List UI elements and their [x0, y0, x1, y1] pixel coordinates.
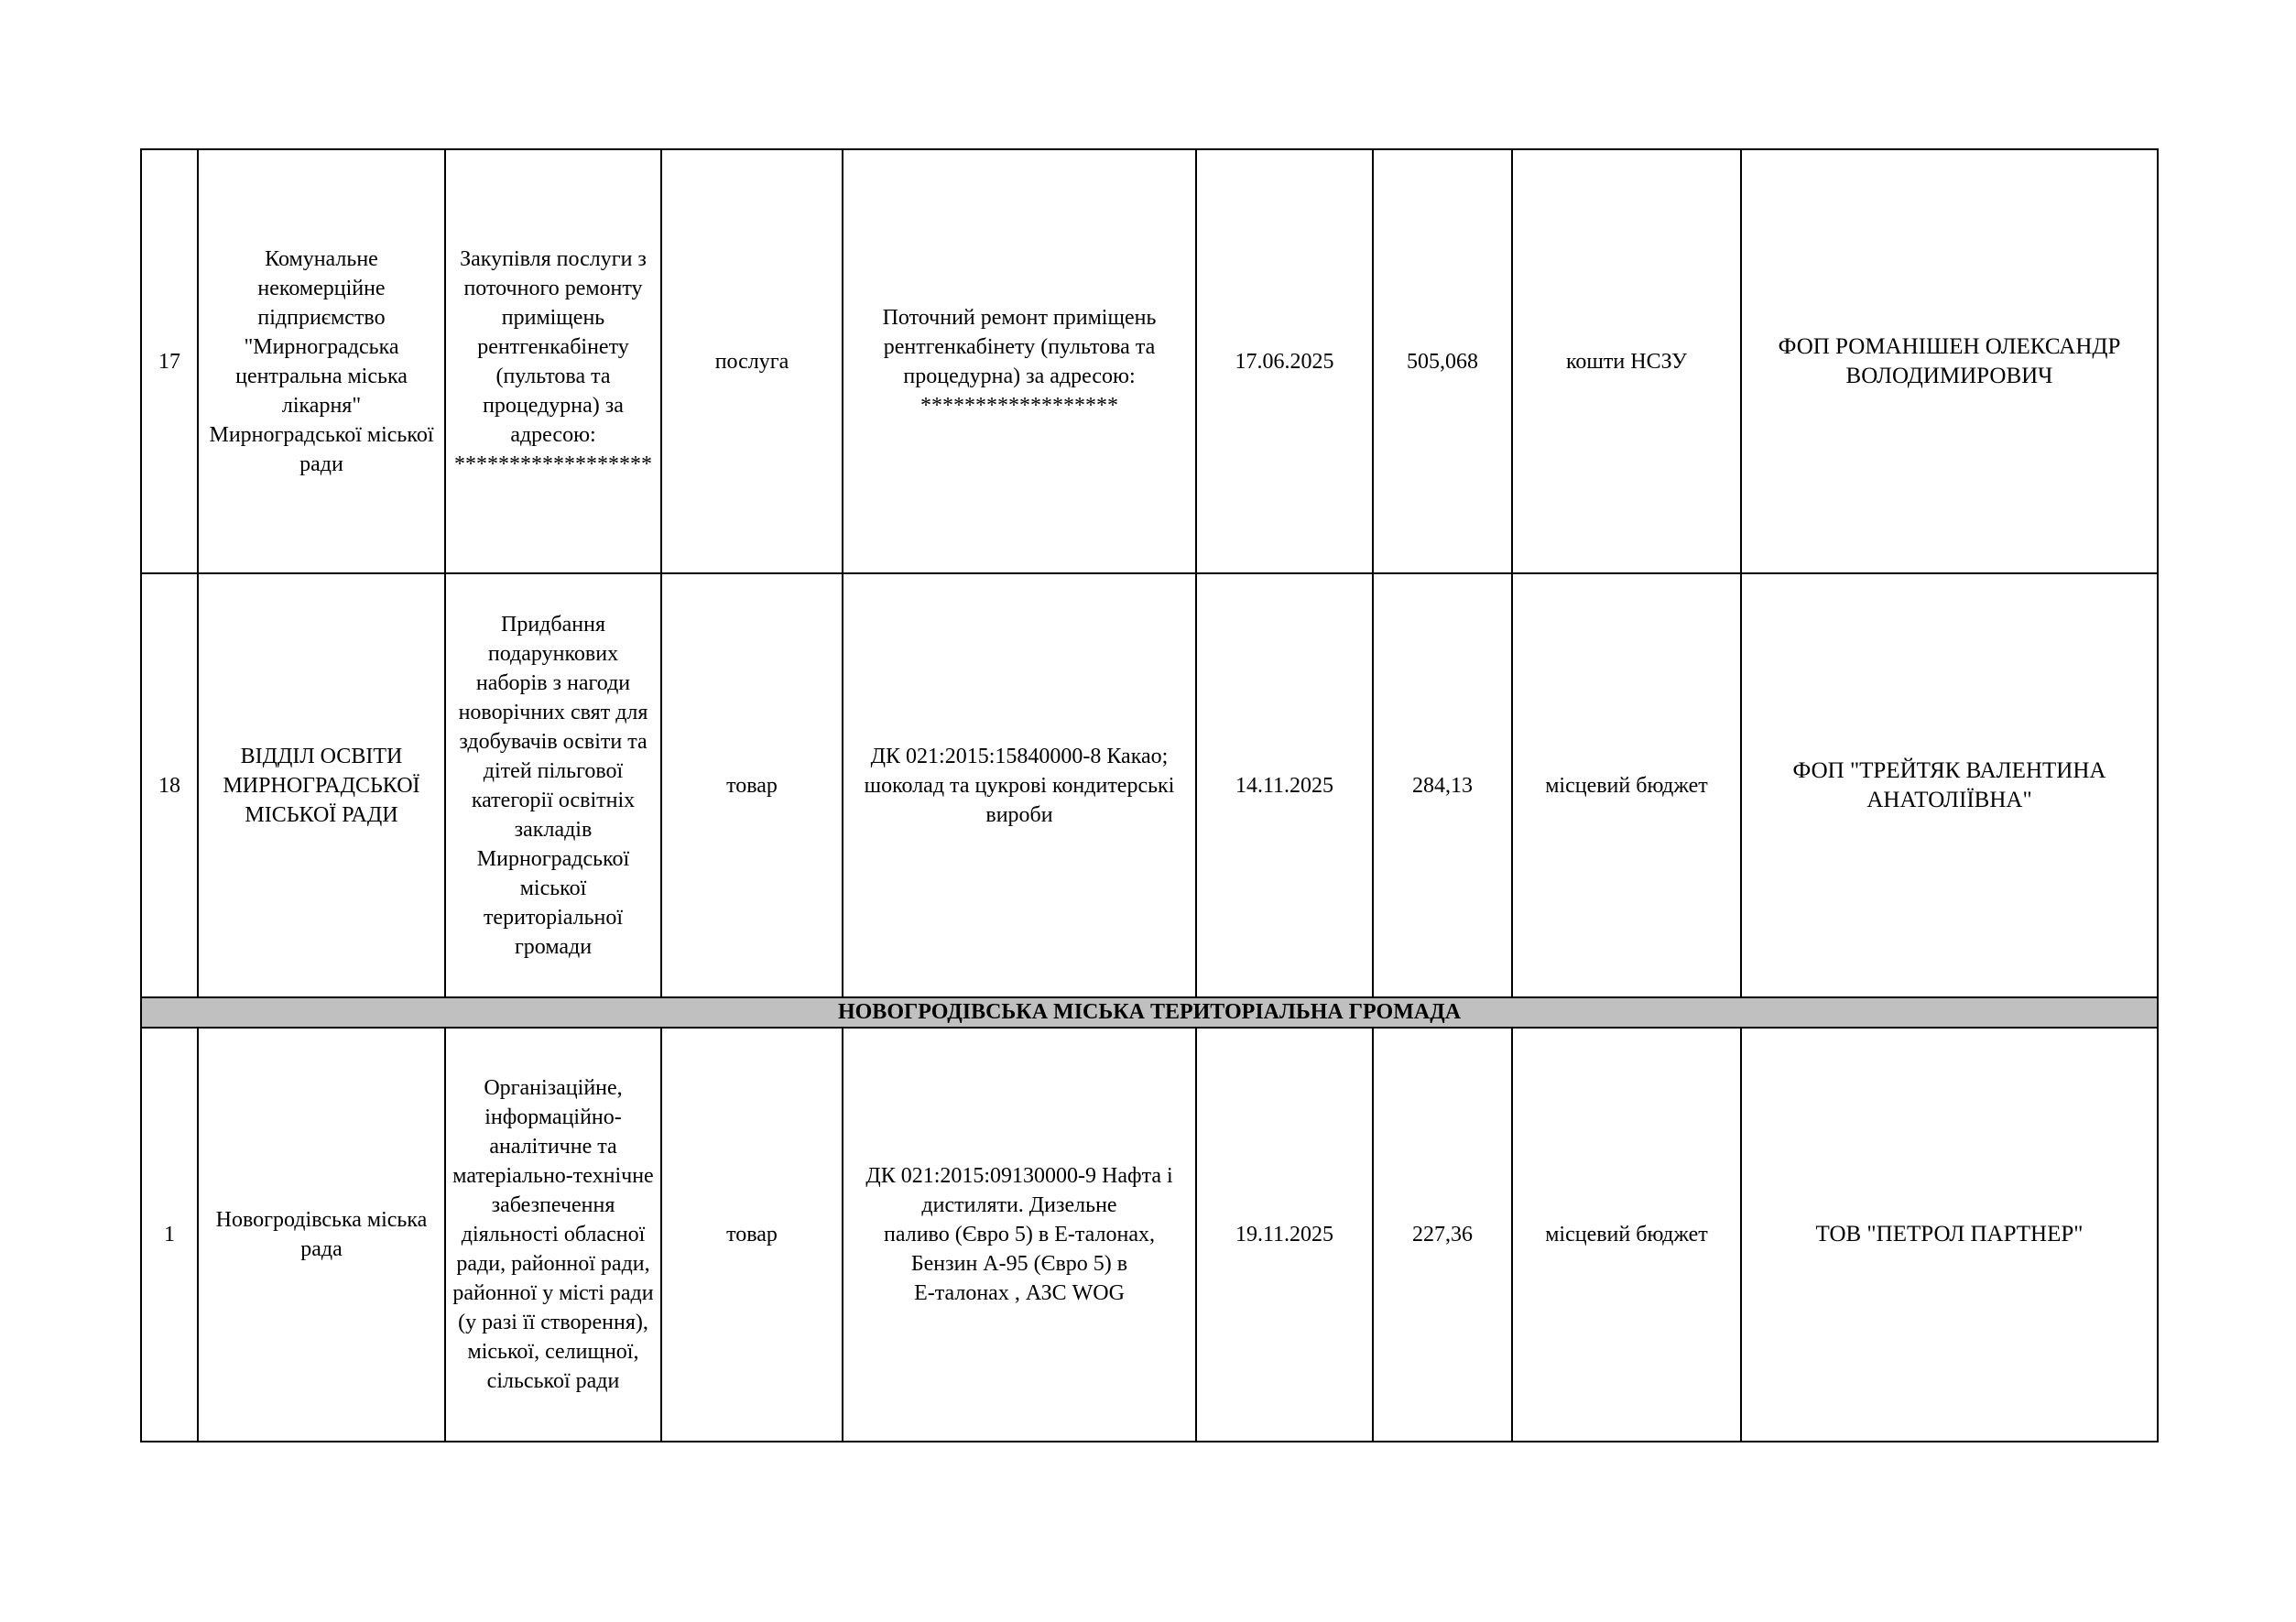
amount-cell: 505,068	[1373, 149, 1512, 573]
table-row	[141, 573, 2158, 997]
table-row	[141, 1028, 2158, 1442]
funding-cell: місцевий бюджет	[1512, 1028, 1741, 1442]
description-cell: ДК 021:2015:09130000-9 Нафта і дистиляти. Дизельне паливо (Євро 5) в Е-талонах, Бензин А-95 (Євро 5) в Е-талонах , АЗС WOG	[843, 1028, 1196, 1442]
date-cell: 19.11.2025	[1196, 1028, 1373, 1442]
subject-cell: Організаційне, інформаційно-аналітичне та матеріально-технічне забезпечення діяльності обласної ради, районної ради, районної у місті ради (у разі її створення), міської, селищної, сільської ради	[445, 1028, 661, 1442]
row-number-cell: 1	[141, 1028, 198, 1442]
date-cell: 14.11.2025	[1196, 573, 1373, 997]
type-cell: товар	[661, 1028, 843, 1442]
section-header-row	[141, 997, 2158, 1028]
date-cell: 17.06.2025	[1196, 149, 1373, 573]
supplier-cell: ФОП "ТРЕЙТЯК ВАЛЕНТИНА АНАТОЛІЇВНА"	[1741, 573, 2158, 997]
subject-cell: Закупівля послуги з поточного ремонту приміщень рентгенкабінету (пультова та процедурна) за адресою: ******************	[445, 149, 661, 573]
row-number-cell: 17	[141, 149, 198, 573]
supplier-cell: ФОП РОМАНІШЕН ОЛЕКСАНДР ВОЛОДИМИРОВИЧ	[1741, 149, 2158, 573]
customer-cell: Новогродівська міська рада	[198, 1028, 445, 1442]
customer-cell: ВІДДІЛ ОСВІТИ МИРНОГРАДСЬКОЇ МІСЬКОЇ РАДИ	[198, 573, 445, 997]
type-cell: товар	[661, 573, 843, 997]
procurement-table	[140, 148, 2159, 1442]
section-title: НОВОГРОДІВСЬКА МІСЬКА ТЕРИТОРІАЛЬНА ГРОМАДА	[141, 997, 2158, 1028]
funding-cell: кошти НСЗУ	[1512, 149, 1741, 573]
table-row	[141, 149, 2158, 573]
customer-cell: Комунальне некомерційне підприємство "Мирноградська центральна міська лікарня" Мирноградської міської ради	[198, 149, 445, 573]
subject-cell: Придбання подарункових наборів з нагоди новорічних свят для здобувачів освіти та дітей пільгової категорії освітніх закладів Мирноградської міської територіальної громади	[445, 573, 661, 997]
supplier-cell: ТОВ "ПЕТРОЛ ПАРТНЕР"	[1741, 1028, 2158, 1442]
description-cell: Поточний ремонт приміщень рентгенкабінету (пультова та процедурна) за адресою: ******************	[843, 149, 1196, 573]
funding-cell: місцевий бюджет	[1512, 573, 1741, 997]
description-cell: ДК 021:2015:15840000-8 Какао; шоколад та цукрові кондитерські вироби	[843, 573, 1196, 997]
row-number-cell: 18	[141, 573, 198, 997]
amount-cell: 227,36	[1373, 1028, 1512, 1442]
amount-cell: 284,13	[1373, 573, 1512, 997]
type-cell: послуга	[661, 149, 843, 573]
